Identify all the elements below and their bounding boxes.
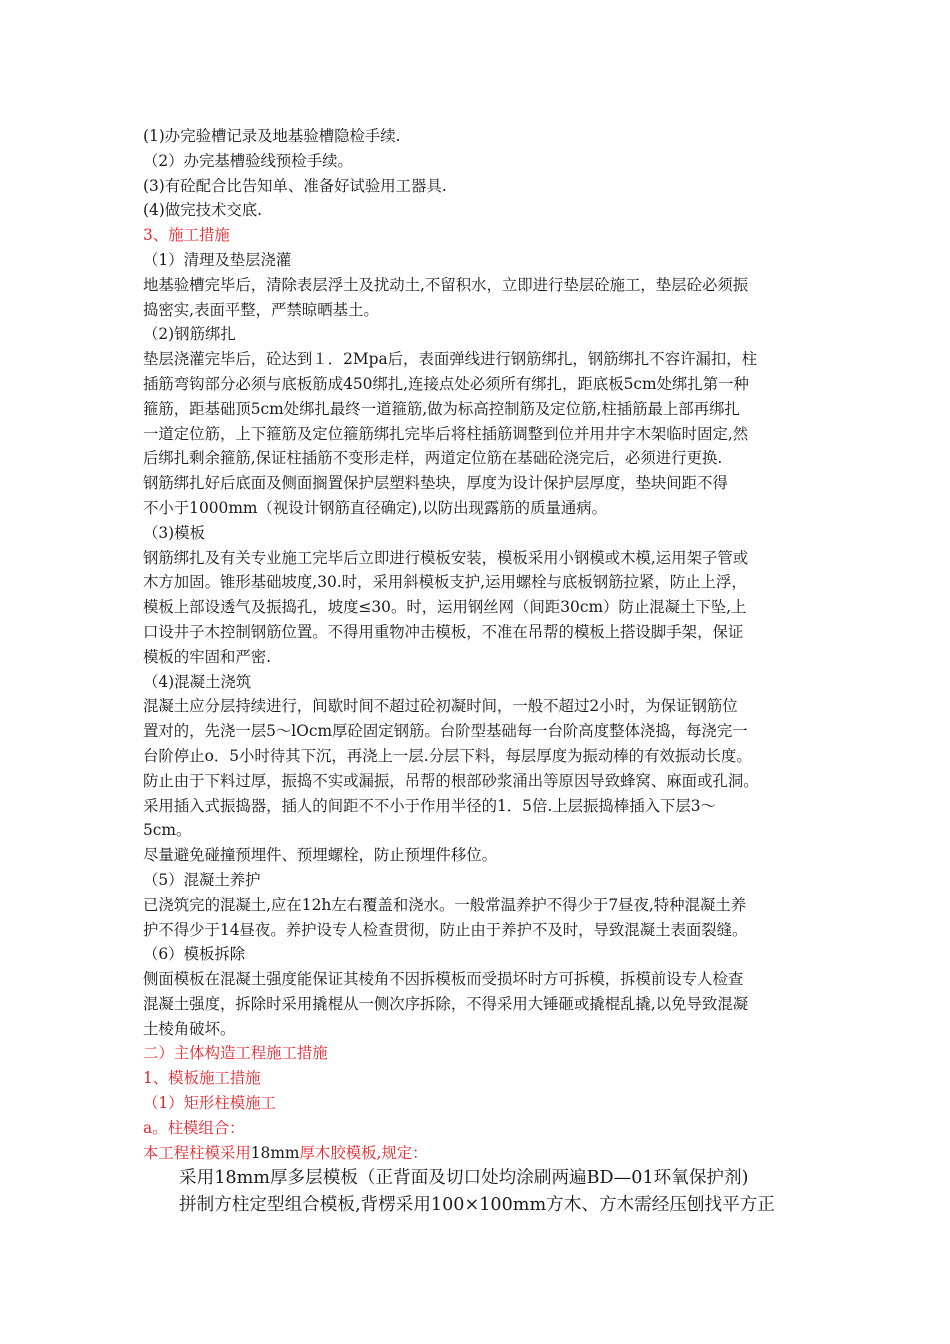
text-line: 地基验槽完毕后，清除表层浮土及扰动土,不留积水，立即进行垫层砼施工，垫层砼必须振: [143, 275, 749, 294]
text-line: 插筋弯钩部分必须与底板筋成450绑扎,连接点处必须所有绑扎，距底板5cm处绑扎第一种: [143, 374, 749, 393]
text-line: 尽量避免碰撞预埋件、预埋螺栓，防止预埋件移位。: [143, 846, 497, 865]
black-text-segment: 18mm: [250, 1143, 300, 1162]
text-line: 口设井子木控制钢筋位置。不得用重物冲击模板，不准在吊帮的模板上搭设脚手架，保证: [143, 622, 744, 641]
item-heading: a。柱模组合：: [143, 1118, 245, 1137]
subsection-heading: （5）混凝土养护: [143, 870, 261, 889]
subsection-heading: （3)模板: [143, 523, 205, 542]
text-line: 垫层浇灌完毕后，砼达到１．2Mpa后，表面弹线进行钢筋绑扎，钢筋绑扎不容许漏扣，柱: [143, 350, 758, 369]
text-line: 防止由于下料过厚，振捣不实或漏振，吊帮的根部砂浆涌出等原因导致蜂窝、麻面或孔洞。: [143, 771, 759, 790]
text-line: 不小于1000mm（视设计钢筋直径确定),以防出现露筋的质量通病。: [143, 498, 608, 517]
text-line-large: 拼制方柱定型组合模板,背楞采用100×100mm方木、方木需经压刨找平方正: [179, 1195, 775, 1216]
red-text-segment: 本工程柱模采用: [143, 1143, 251, 1162]
text-line: 土棱角破坏。: [143, 1019, 236, 1038]
text-line: (4)做完技术交底.: [143, 201, 263, 220]
subsection-heading: （2)钢筋绑扎: [143, 325, 236, 344]
section-heading: 3、施工措施: [143, 226, 230, 245]
text-line: 护不得少于14昼夜。养护设专人检查贯彻，防止由于养护不及时，导致混凝土表面裂缝。: [143, 920, 748, 939]
document-page: [143, 124, 811, 1219]
text-line: 已浇筑完的混凝土,应在12h左右覆盖和浇水。一般常温养护不得少于7昼夜,特种混凝土养: [143, 895, 747, 914]
text-line: 混凝土应分层持续进行，间歇时间不超过砼初凝时间，一般不超过2小时，为保证钢筋位: [143, 697, 738, 716]
text-line: (1)办完验槽记录及地基验槽隐检手续.: [143, 127, 401, 145]
subsection-heading: （4)混凝土浇筑: [143, 672, 252, 691]
text-line: 模板上部设透气及振捣孔，坡度≤30。时，运用钢丝网（间距30cm）防止混凝土下坠,上: [143, 598, 747, 617]
text-line: 箍筋，距基础顶5cm处绑扎最终一道箍筋,做为标高控制筋及定位筋,柱插筋最上部再绑扎: [143, 399, 740, 418]
chapter-heading: 二）主体构造工程施工措施: [143, 1044, 328, 1063]
text-line: 木方加固。锥形基础坡度,30.时，采用斜模板支护,运用螺栓与底板钢筋拉紧，防止上浮，: [143, 573, 747, 592]
text-line: 混凝土强度，拆除时采用撬棍从一侧次序拆除，不得采用大锤砸或撬棍乱撬,以免导致混凝: [143, 994, 749, 1013]
text-line: 采用插入式振捣器，插人的间距不不小于作用半径的1．5倍.上层振捣棒插入下层3～: [143, 796, 716, 815]
text-line: 钢筋绑扎及有关专业施工完毕后立即进行模板安装，模板采用小钢模或木模,运用架子管或: [143, 548, 749, 567]
text-line: （2）办完基槽验线预检手续。: [143, 151, 353, 170]
red-text-segment: 模板,规定：: [345, 1143, 428, 1162]
text-line: 捣密实,表面平整，严禁晾晒基土。: [143, 300, 379, 319]
mixed-color-line: [143, 1141, 811, 1166]
text-line: 模板的牢固和严密.: [143, 647, 272, 666]
text-line: 后绑扎剩余箍筋,保证柱插筋不变形走样，两道定位筋在基础砼浇完后，必须进行更换.: [143, 449, 723, 468]
text-line: 5cm。: [143, 821, 192, 840]
subsection-heading: （6）模板拆除: [143, 945, 246, 964]
text-line: 一道定位筋，上下箍筋及定位箍筋绑扎完毕后将柱插筋调整到位并用井字木架临时固定,然: [143, 424, 749, 443]
text-line-large: 采用18mm厚多层模板（正背面及切口处均涂刷两遍BD—01环氧保护剂): [179, 1168, 749, 1189]
section-heading: 1、模板施工措施: [143, 1069, 261, 1088]
subsection-heading: （1）清理及垫层浇灌: [143, 250, 292, 269]
text-line: 台阶停止o．5小时待其下沉，再浇上一层.分层下料，每层厚度为振动棒的有效振动长度。: [143, 746, 752, 765]
red-text-segment: 厚木胶: [299, 1143, 346, 1162]
text-line: 置对的，先浇一层5～lOcm厚砼固定钢筋。台阶型基础每一台阶高度整体浇捣，每浇完一: [143, 722, 748, 741]
subsection-heading: （1）矩形柱模施工: [143, 1094, 276, 1113]
text-line: (3)有砼配合比告知单、准备好试验用工器具.: [143, 176, 447, 195]
text-line: 钢筋绑扎好后底面及侧面搁置保护层塑料垫块，厚度为设计保护层厚度，垫块间距不得: [143, 474, 728, 493]
text-line: 侧面模板在混凝土强度能保证其棱角不因拆模板而受损坏时方可拆模，拆模前设专人检查: [143, 970, 744, 989]
